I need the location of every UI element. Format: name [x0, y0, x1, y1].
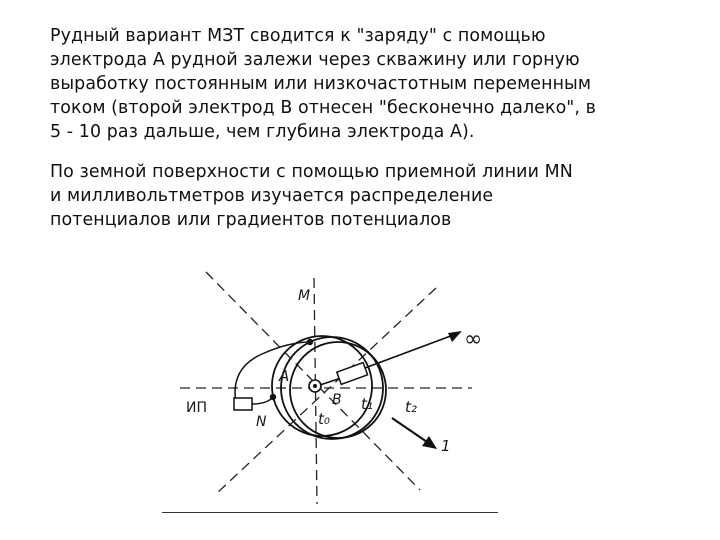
label-n: N	[256, 414, 267, 430]
instrument-box	[234, 398, 252, 410]
label-infinity: ∞	[464, 327, 483, 352]
text-line: и милливольтметров изучается распределение	[50, 186, 494, 206]
label-profile-1: 1	[441, 437, 451, 455]
electrode-a-dot	[313, 384, 317, 388]
label-t2: t₂	[405, 398, 417, 416]
diagonal-line-ne-sw	[216, 288, 436, 494]
electrode-m-point	[307, 339, 313, 345]
footer-divider	[162, 512, 498, 513]
arrowhead-profile-1	[422, 436, 437, 449]
text-line: электрода А рудной залежи через скважину или горную	[50, 50, 580, 70]
label-t1: t₁	[361, 395, 373, 413]
current-line-start	[320, 378, 341, 385]
label-t0: t₀	[318, 410, 330, 428]
label-a: A	[279, 367, 290, 385]
text-line: Рудный вариант МЗТ сводится к "заряду" с помощью	[50, 26, 546, 46]
label-b: B	[332, 392, 342, 408]
text-line: потенциалов или градиентов потенциалов	[50, 210, 452, 230]
label-m: M	[298, 288, 311, 304]
radial-dashed-lines	[180, 272, 472, 504]
text-line: 5 - 10 раз дальше, чем глубина электрода А).	[50, 122, 475, 142]
text-line: током (второй электрод В отнесен "бесконечно далеко", в	[50, 98, 597, 118]
current-line-infinity	[365, 334, 456, 368]
electrode-n-point	[270, 394, 276, 400]
text-line: По земной поверхности с помощью приемной линии MN	[50, 162, 573, 182]
profile-1-arrow-line	[392, 418, 430, 444]
receiving-line-n-lead	[252, 398, 272, 404]
text-line: выработку постоянным или низкочастотным переменным	[50, 74, 592, 94]
arrowhead-infinity	[448, 331, 462, 342]
resistor-box	[337, 363, 368, 385]
label-ip: ИП	[186, 400, 207, 416]
